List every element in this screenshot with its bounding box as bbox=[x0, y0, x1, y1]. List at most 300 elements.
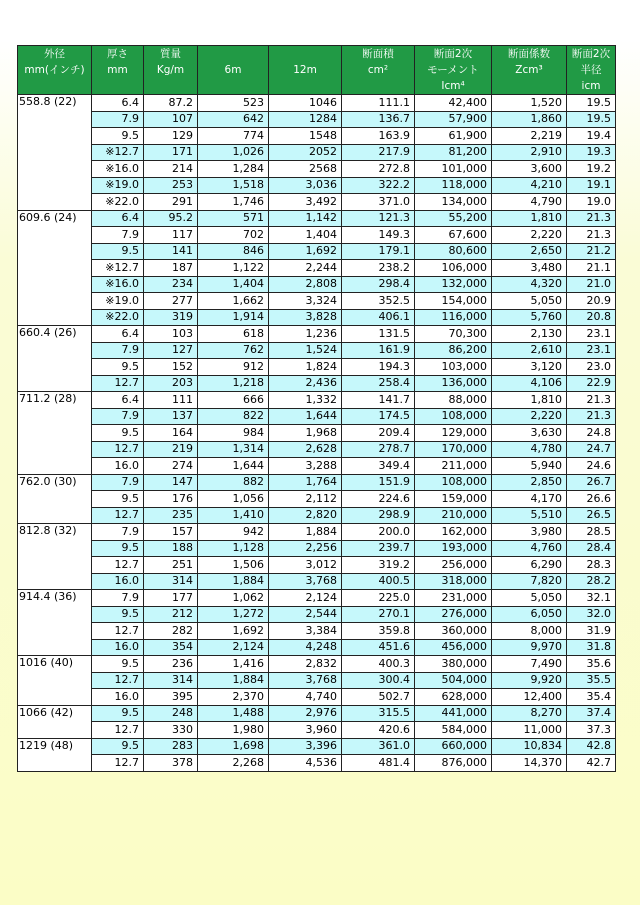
cell-moment-of-inertia: 42,400 bbox=[415, 95, 492, 112]
cell-mass: 395 bbox=[144, 689, 198, 706]
table-row bbox=[18, 210, 616, 227]
cell-weight-6m: 1,404 bbox=[198, 276, 269, 293]
cell-section-area: 200.0 bbox=[342, 524, 415, 541]
cell-moment-of-inertia: 660,000 bbox=[415, 738, 492, 755]
cell-radius-of-gyration: 28.3 bbox=[567, 557, 616, 574]
cell-weight-6m: 1,488 bbox=[198, 705, 269, 722]
cell-weight-6m: 1,884 bbox=[198, 672, 269, 689]
cell-radius-of-gyration: 37.3 bbox=[567, 722, 616, 739]
cell-moment-of-inertia: 380,000 bbox=[415, 656, 492, 673]
cell-thickness: 12.7 bbox=[92, 755, 144, 772]
cell-section-modulus: 3,600 bbox=[492, 161, 567, 178]
cell-mass: 378 bbox=[144, 755, 198, 772]
cell-weight-12m: 2,832 bbox=[269, 656, 342, 673]
cell-mass: 188 bbox=[144, 540, 198, 557]
cell-section-modulus: 6,050 bbox=[492, 606, 567, 623]
cell-section-modulus: 2,650 bbox=[492, 243, 567, 260]
cell-moment-of-inertia: 584,000 bbox=[415, 722, 492, 739]
cell-radius-of-gyration: 32.1 bbox=[567, 590, 616, 607]
cell-radius-of-gyration: 24.7 bbox=[567, 441, 616, 458]
cell-thickness: 16.0 bbox=[92, 689, 144, 706]
cell-mass: 95.2 bbox=[144, 210, 198, 227]
header-text: icm bbox=[581, 80, 601, 92]
cell-thickness: ※16.0 bbox=[92, 161, 144, 178]
cell-weight-6m: 1,026 bbox=[198, 144, 269, 161]
cell-weight-6m: 618 bbox=[198, 326, 269, 343]
cell-section-area: 151.9 bbox=[342, 474, 415, 491]
cell-weight-6m: 1,644 bbox=[198, 458, 269, 475]
cell-moment-of-inertia: 441,000 bbox=[415, 705, 492, 722]
table-row bbox=[18, 590, 616, 607]
cell-section-modulus: 5,940 bbox=[492, 458, 567, 475]
cell-moment-of-inertia: 210,000 bbox=[415, 507, 492, 524]
cell-section-modulus: 5,050 bbox=[492, 590, 567, 607]
header-text: mm(インチ) bbox=[24, 64, 85, 76]
cell-weight-12m: 4,536 bbox=[269, 755, 342, 772]
cell-mass: 251 bbox=[144, 557, 198, 574]
cell-radius-of-gyration: 26.6 bbox=[567, 491, 616, 508]
cell-thickness: 9.5 bbox=[92, 425, 144, 442]
cell-thickness: 7.9 bbox=[92, 227, 144, 244]
cell-radius-of-gyration: 21.2 bbox=[567, 243, 616, 260]
cell-section-area: 194.3 bbox=[342, 359, 415, 376]
cell-mass: 111 bbox=[144, 392, 198, 409]
cell-outer-diameter: 1016 (40) bbox=[18, 656, 92, 706]
table-row bbox=[18, 672, 616, 689]
cell-radius-of-gyration: 21.3 bbox=[567, 408, 616, 425]
cell-section-area: 298.4 bbox=[342, 276, 415, 293]
cell-outer-diameter: 558.8 (22) bbox=[18, 95, 92, 211]
cell-thickness: 9.5 bbox=[92, 540, 144, 557]
cell-weight-12m: 1,404 bbox=[269, 227, 342, 244]
header-text: 断面2次 bbox=[433, 48, 473, 60]
cell-section-area: 225.0 bbox=[342, 590, 415, 607]
cell-section-modulus: 5,510 bbox=[492, 507, 567, 524]
table-row bbox=[18, 276, 616, 293]
cell-weight-12m: 2,820 bbox=[269, 507, 342, 524]
cell-weight-6m: 1,122 bbox=[198, 260, 269, 277]
table-row bbox=[18, 342, 616, 359]
cell-weight-12m: 2,112 bbox=[269, 491, 342, 508]
cell-outer-diameter: 914.4 (36) bbox=[18, 590, 92, 656]
header-text: 外径 bbox=[44, 48, 65, 60]
cell-moment-of-inertia: 106,000 bbox=[415, 260, 492, 277]
table-row bbox=[18, 111, 616, 128]
cell-thickness: 6.4 bbox=[92, 210, 144, 227]
cell-mass: 164 bbox=[144, 425, 198, 442]
table-row bbox=[18, 557, 616, 574]
cell-section-modulus: 5,050 bbox=[492, 293, 567, 310]
cell-weight-6m: 984 bbox=[198, 425, 269, 442]
header-mass bbox=[144, 46, 198, 95]
header-text: cm² bbox=[367, 64, 389, 76]
cell-thickness: 9.5 bbox=[92, 359, 144, 376]
cell-weight-6m: 1,692 bbox=[198, 623, 269, 640]
table-row bbox=[18, 656, 616, 673]
cell-weight-12m: 3,324 bbox=[269, 293, 342, 310]
cell-section-area: 163.9 bbox=[342, 128, 415, 145]
cell-section-modulus: 1,520 bbox=[492, 95, 567, 112]
cell-weight-12m: 2,808 bbox=[269, 276, 342, 293]
cell-thickness: ※19.0 bbox=[92, 177, 144, 194]
table-row bbox=[18, 474, 616, 491]
cell-mass: 107 bbox=[144, 111, 198, 128]
cell-section-modulus: 4,780 bbox=[492, 441, 567, 458]
cell-section-area: 136.7 bbox=[342, 111, 415, 128]
cell-thickness: 9.5 bbox=[92, 491, 144, 508]
cell-weight-12m: 1,332 bbox=[269, 392, 342, 409]
cell-weight-12m: 2,124 bbox=[269, 590, 342, 607]
cell-radius-of-gyration: 21.3 bbox=[567, 227, 616, 244]
cell-moment-of-inertia: 193,000 bbox=[415, 540, 492, 557]
header-text: 厚さ bbox=[107, 48, 128, 60]
cell-mass: 277 bbox=[144, 293, 198, 310]
cell-mass: 219 bbox=[144, 441, 198, 458]
table-row bbox=[18, 243, 616, 260]
cell-weight-6m: 1,662 bbox=[198, 293, 269, 310]
cell-moment-of-inertia: 256,000 bbox=[415, 557, 492, 574]
cell-mass: 214 bbox=[144, 161, 198, 178]
cell-weight-12m: 2,976 bbox=[269, 705, 342, 722]
cell-section-modulus: 4,320 bbox=[492, 276, 567, 293]
table-row bbox=[18, 161, 616, 178]
cell-section-modulus: 2,610 bbox=[492, 342, 567, 359]
cell-section-modulus: 4,790 bbox=[492, 194, 567, 211]
cell-moment-of-inertia: 456,000 bbox=[415, 639, 492, 656]
table-row bbox=[18, 524, 616, 541]
cell-weight-6m: 1,884 bbox=[198, 573, 269, 590]
cell-thickness: ※22.0 bbox=[92, 194, 144, 211]
cell-radius-of-gyration: 32.0 bbox=[567, 606, 616, 623]
cell-section-area: 121.3 bbox=[342, 210, 415, 227]
cell-thickness: 9.5 bbox=[92, 128, 144, 145]
cell-mass: 141 bbox=[144, 243, 198, 260]
cell-thickness: 12.7 bbox=[92, 507, 144, 524]
cell-moment-of-inertia: 57,900 bbox=[415, 111, 492, 128]
cell-weight-6m: 846 bbox=[198, 243, 269, 260]
cell-moment-of-inertia: 318,000 bbox=[415, 573, 492, 590]
cell-section-modulus: 9,920 bbox=[492, 672, 567, 689]
cell-radius-of-gyration: 28.5 bbox=[567, 524, 616, 541]
cell-weight-6m: 1,128 bbox=[198, 540, 269, 557]
cell-section-modulus: 1,810 bbox=[492, 210, 567, 227]
cell-weight-12m: 2052 bbox=[269, 144, 342, 161]
cell-section-modulus: 3,120 bbox=[492, 359, 567, 376]
cell-radius-of-gyration: 19.0 bbox=[567, 194, 616, 211]
cell-weight-6m: 1,272 bbox=[198, 606, 269, 623]
cell-weight-6m: 2,124 bbox=[198, 639, 269, 656]
cell-moment-of-inertia: 132,000 bbox=[415, 276, 492, 293]
cell-mass: 187 bbox=[144, 260, 198, 277]
cell-radius-of-gyration: 21.1 bbox=[567, 260, 616, 277]
cell-weight-6m: 1,506 bbox=[198, 557, 269, 574]
cell-weight-12m: 1,764 bbox=[269, 474, 342, 491]
cell-weight-6m: 1,056 bbox=[198, 491, 269, 508]
cell-weight-6m: 1,314 bbox=[198, 441, 269, 458]
cell-section-area: 322.2 bbox=[342, 177, 415, 194]
cell-moment-of-inertia: 118,000 bbox=[415, 177, 492, 194]
header-text: モーメント bbox=[427, 64, 479, 76]
cell-moment-of-inertia: 81,200 bbox=[415, 144, 492, 161]
cell-weight-12m: 1,236 bbox=[269, 326, 342, 343]
header-text: 質量 bbox=[160, 48, 181, 60]
cell-radius-of-gyration: 19.5 bbox=[567, 95, 616, 112]
table-row bbox=[18, 144, 616, 161]
header-text: 断面積 bbox=[362, 48, 394, 60]
cell-mass: 117 bbox=[144, 227, 198, 244]
cell-weight-12m: 1548 bbox=[269, 128, 342, 145]
cell-radius-of-gyration: 24.6 bbox=[567, 458, 616, 475]
cell-outer-diameter: 609.6 (24) bbox=[18, 210, 92, 326]
cell-section-modulus: 5,760 bbox=[492, 309, 567, 326]
cell-mass: 212 bbox=[144, 606, 198, 623]
cell-mass: 236 bbox=[144, 656, 198, 673]
cell-mass: 171 bbox=[144, 144, 198, 161]
cell-mass: 330 bbox=[144, 722, 198, 739]
cell-section-area: 141.7 bbox=[342, 392, 415, 409]
cell-section-modulus: 4,210 bbox=[492, 177, 567, 194]
cell-mass: 253 bbox=[144, 177, 198, 194]
cell-moment-of-inertia: 70,300 bbox=[415, 326, 492, 343]
cell-moment-of-inertia: 101,000 bbox=[415, 161, 492, 178]
cell-section-modulus: 10,834 bbox=[492, 738, 567, 755]
cell-weight-12m: 1,824 bbox=[269, 359, 342, 376]
cell-weight-6m: 1,518 bbox=[198, 177, 269, 194]
cell-radius-of-gyration: 31.8 bbox=[567, 639, 616, 656]
cell-weight-12m: 2,256 bbox=[269, 540, 342, 557]
cell-radius-of-gyration: 19.1 bbox=[567, 177, 616, 194]
cell-section-area: 272.8 bbox=[342, 161, 415, 178]
cell-moment-of-inertia: 134,000 bbox=[415, 194, 492, 211]
cell-section-modulus: 1,810 bbox=[492, 392, 567, 409]
cell-section-area: 300.4 bbox=[342, 672, 415, 689]
cell-thickness: ※12.7 bbox=[92, 260, 144, 277]
table-row bbox=[18, 573, 616, 590]
cell-moment-of-inertia: 86,200 bbox=[415, 342, 492, 359]
header-radius-of-gyration bbox=[567, 46, 616, 95]
cell-moment-of-inertia: 159,000 bbox=[415, 491, 492, 508]
cell-weight-12m: 1,524 bbox=[269, 342, 342, 359]
cell-mass: 87.2 bbox=[144, 95, 198, 112]
header-thickness bbox=[92, 46, 144, 95]
header-text: 12m bbox=[293, 64, 317, 76]
cell-weight-12m: 3,288 bbox=[269, 458, 342, 475]
cell-radius-of-gyration: 23.1 bbox=[567, 326, 616, 343]
cell-radius-of-gyration: 19.2 bbox=[567, 161, 616, 178]
header-text: Icm⁴ bbox=[441, 80, 465, 92]
cell-section-area: 270.1 bbox=[342, 606, 415, 623]
cell-mass: 235 bbox=[144, 507, 198, 524]
cell-thickness: 9.5 bbox=[92, 705, 144, 722]
cell-mass: 157 bbox=[144, 524, 198, 541]
cell-section-area: 451.6 bbox=[342, 639, 415, 656]
cell-section-area: 359.8 bbox=[342, 623, 415, 640]
cell-section-modulus: 9,970 bbox=[492, 639, 567, 656]
cell-radius-of-gyration: 42.8 bbox=[567, 738, 616, 755]
cell-moment-of-inertia: 162,000 bbox=[415, 524, 492, 541]
cell-thickness: 7.9 bbox=[92, 474, 144, 491]
cell-radius-of-gyration: 20.9 bbox=[567, 293, 616, 310]
cell-radius-of-gyration: 35.6 bbox=[567, 656, 616, 673]
cell-weight-12m: 4,248 bbox=[269, 639, 342, 656]
cell-thickness: 12.7 bbox=[92, 623, 144, 640]
cell-weight-12m: 3,012 bbox=[269, 557, 342, 574]
table-row bbox=[18, 689, 616, 706]
cell-moment-of-inertia: 211,000 bbox=[415, 458, 492, 475]
cell-thickness: 12.7 bbox=[92, 722, 144, 739]
cell-moment-of-inertia: 170,000 bbox=[415, 441, 492, 458]
header-text: 6m bbox=[224, 64, 242, 76]
cell-moment-of-inertia: 136,000 bbox=[415, 375, 492, 392]
cell-weight-12m: 3,492 bbox=[269, 194, 342, 211]
cell-radius-of-gyration: 21.0 bbox=[567, 276, 616, 293]
cell-radius-of-gyration: 26.7 bbox=[567, 474, 616, 491]
cell-moment-of-inertia: 231,000 bbox=[415, 590, 492, 607]
cell-weight-12m: 3,396 bbox=[269, 738, 342, 755]
header-outer-diameter bbox=[18, 46, 92, 95]
cell-section-area: 131.5 bbox=[342, 326, 415, 343]
cell-outer-diameter: 1066 (42) bbox=[18, 705, 92, 738]
cell-section-area: 111.1 bbox=[342, 95, 415, 112]
cell-thickness: 7.9 bbox=[92, 111, 144, 128]
cell-moment-of-inertia: 504,000 bbox=[415, 672, 492, 689]
cell-section-modulus: 2,130 bbox=[492, 326, 567, 343]
cell-moment-of-inertia: 360,000 bbox=[415, 623, 492, 640]
cell-section-modulus: 1,860 bbox=[492, 111, 567, 128]
cell-moment-of-inertia: 80,600 bbox=[415, 243, 492, 260]
cell-mass: 234 bbox=[144, 276, 198, 293]
header-text: Zcm³ bbox=[515, 64, 543, 76]
cell-weight-6m: 1,416 bbox=[198, 656, 269, 673]
cell-weight-6m: 822 bbox=[198, 408, 269, 425]
cell-thickness: 6.4 bbox=[92, 326, 144, 343]
cell-section-modulus: 4,760 bbox=[492, 540, 567, 557]
cell-section-area: 481.4 bbox=[342, 755, 415, 772]
cell-mass: 177 bbox=[144, 590, 198, 607]
cell-weight-6m: 1,284 bbox=[198, 161, 269, 178]
cell-section-modulus: 2,220 bbox=[492, 227, 567, 244]
cell-thickness: 6.4 bbox=[92, 95, 144, 112]
table-row bbox=[18, 623, 616, 640]
cell-radius-of-gyration: 20.8 bbox=[567, 309, 616, 326]
cell-section-modulus: 8,000 bbox=[492, 623, 567, 640]
cell-section-area: 400.5 bbox=[342, 573, 415, 590]
cell-section-modulus: 2,220 bbox=[492, 408, 567, 425]
cell-radius-of-gyration: 23.1 bbox=[567, 342, 616, 359]
cell-radius-of-gyration: 19.5 bbox=[567, 111, 616, 128]
cell-moment-of-inertia: 154,000 bbox=[415, 293, 492, 310]
table-body bbox=[18, 95, 616, 772]
cell-thickness: ※16.0 bbox=[92, 276, 144, 293]
table-row bbox=[18, 458, 616, 475]
cell-section-area: 352.5 bbox=[342, 293, 415, 310]
cell-section-area: 258.4 bbox=[342, 375, 415, 392]
cell-moment-of-inertia: 116,000 bbox=[415, 309, 492, 326]
table-row bbox=[18, 491, 616, 508]
header-moment-of-inertia bbox=[415, 46, 492, 95]
cell-section-area: 174.5 bbox=[342, 408, 415, 425]
cell-section-area: 502.7 bbox=[342, 689, 415, 706]
cell-radius-of-gyration: 22.9 bbox=[567, 375, 616, 392]
table-row bbox=[18, 359, 616, 376]
header-text: 断面2次 bbox=[571, 48, 611, 60]
cell-mass: 129 bbox=[144, 128, 198, 145]
cell-thickness: 6.4 bbox=[92, 392, 144, 409]
cell-weight-6m: 523 bbox=[198, 95, 269, 112]
cell-weight-6m: 762 bbox=[198, 342, 269, 359]
cell-weight-6m: 1,062 bbox=[198, 590, 269, 607]
cell-section-modulus: 3,630 bbox=[492, 425, 567, 442]
table-row bbox=[18, 194, 616, 211]
cell-weight-12m: 1,644 bbox=[269, 408, 342, 425]
header-section-modulus bbox=[492, 46, 567, 95]
cell-weight-12m: 2,544 bbox=[269, 606, 342, 623]
cell-thickness: 7.9 bbox=[92, 408, 144, 425]
cell-thickness: 16.0 bbox=[92, 458, 144, 475]
cell-section-area: 361.0 bbox=[342, 738, 415, 755]
cell-radius-of-gyration: 23.0 bbox=[567, 359, 616, 376]
cell-outer-diameter: 711.2 (28) bbox=[18, 392, 92, 475]
cell-radius-of-gyration: 28.2 bbox=[567, 573, 616, 590]
cell-weight-12m: 3,960 bbox=[269, 722, 342, 739]
table-row bbox=[18, 540, 616, 557]
cell-weight-6m: 1,746 bbox=[198, 194, 269, 211]
cell-section-modulus: 3,480 bbox=[492, 260, 567, 277]
cell-thickness: 7.9 bbox=[92, 342, 144, 359]
table-row bbox=[18, 738, 616, 755]
cell-mass: 314 bbox=[144, 573, 198, 590]
cell-thickness: 9.5 bbox=[92, 243, 144, 260]
cell-radius-of-gyration: 35.4 bbox=[567, 689, 616, 706]
header-row bbox=[18, 46, 616, 95]
cell-weight-6m: 666 bbox=[198, 392, 269, 409]
cell-section-area: 420.6 bbox=[342, 722, 415, 739]
cell-section-area: 224.6 bbox=[342, 491, 415, 508]
cell-section-modulus: 11,000 bbox=[492, 722, 567, 739]
cell-weight-6m: 912 bbox=[198, 359, 269, 376]
cell-weight-12m: 1,692 bbox=[269, 243, 342, 260]
cell-section-area: 349.4 bbox=[342, 458, 415, 475]
cell-mass: 147 bbox=[144, 474, 198, 491]
cell-radius-of-gyration: 26.5 bbox=[567, 507, 616, 524]
table-row bbox=[18, 606, 616, 623]
cell-weight-12m: 1046 bbox=[269, 95, 342, 112]
cell-thickness: 12.7 bbox=[92, 441, 144, 458]
cell-radius-of-gyration: 19.3 bbox=[567, 144, 616, 161]
cell-moment-of-inertia: 103,000 bbox=[415, 359, 492, 376]
table-row bbox=[18, 639, 616, 656]
cell-section-area: 319.2 bbox=[342, 557, 415, 574]
cell-mass: 137 bbox=[144, 408, 198, 425]
cell-thickness: 12.7 bbox=[92, 375, 144, 392]
table-row bbox=[18, 227, 616, 244]
cell-radius-of-gyration: 24.8 bbox=[567, 425, 616, 442]
cell-outer-diameter: 1219 (48) bbox=[18, 738, 92, 771]
cell-moment-of-inertia: 276,000 bbox=[415, 606, 492, 623]
cell-section-modulus: 4,106 bbox=[492, 375, 567, 392]
table-row bbox=[18, 755, 616, 772]
cell-mass: 203 bbox=[144, 375, 198, 392]
cell-thickness: 9.5 bbox=[92, 656, 144, 673]
header-text: 断面係数 bbox=[508, 48, 550, 60]
cell-radius-of-gyration: 42.7 bbox=[567, 755, 616, 772]
cell-moment-of-inertia: 55,200 bbox=[415, 210, 492, 227]
cell-weight-12m: 3,768 bbox=[269, 672, 342, 689]
cell-mass: 248 bbox=[144, 705, 198, 722]
cell-weight-12m: 2568 bbox=[269, 161, 342, 178]
cell-outer-diameter: 812.8 (32) bbox=[18, 524, 92, 590]
cell-weight-12m: 3,036 bbox=[269, 177, 342, 194]
